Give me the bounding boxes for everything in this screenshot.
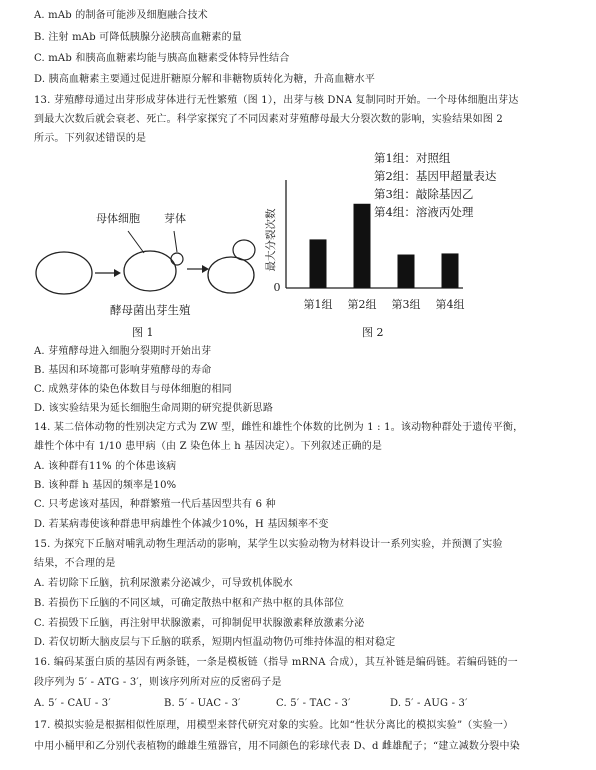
figure-1-caption: 酵母菌出芽生殖	[110, 303, 191, 317]
bar-group-4	[442, 253, 459, 288]
figure-1-budding-yeast	[32, 205, 260, 315]
bar-group-2	[354, 204, 371, 288]
question-16-line2: 段序列为 5′ - ATG - 3′，则该序列所对应的反密码子是	[34, 677, 282, 688]
x-tick-label-2: 第2组	[347, 298, 377, 311]
legend-group-3: 第3组：敲除基因乙	[374, 187, 474, 201]
question-13-line1: 13. 芽殖酵母通过出芽形成芽体进行无性繁殖（图 1），出芽与核 DNA 复制同时开始。一个母体细胞出芽达	[34, 95, 519, 106]
figure-2-label: 图 2	[362, 326, 384, 339]
option-13d: D. 该实验结果为延长细胞生命周期的研究提供新思路	[34, 403, 274, 414]
option-13b: B. 基因和环境都可影响芽殖酵母的寿命	[34, 365, 212, 376]
option-16a: A. 5′ - CAU - 3′	[34, 698, 111, 709]
y-axis-label: 最大分裂次数	[265, 208, 277, 272]
question-14-line2: 雄性个体中有 1/10 患甲病（由 Z 染色体上 h 基因决定）。下列叙述正确的是	[34, 441, 383, 452]
mother-cell-2	[124, 251, 176, 291]
question-16-line1: 16. 编码某蛋白质的基因有两条链，一条是模板链（指导 mRNA 合成），其互补链是编码链。若编码链的一	[34, 657, 518, 668]
bud-label: 芽体	[164, 212, 186, 225]
option-14d: D. 若某病毒使该种群患甲病雄性个体减少10%，H 基因频率不变	[34, 519, 329, 530]
x-tick-label-1: 第1组	[303, 298, 333, 311]
option-12b: B. 注射 mAb 可降低胰腺分泌胰高血糖素的量	[34, 32, 242, 43]
option-14a: A. 该种群有11% 的个体患该病	[34, 461, 177, 472]
question-13-line3: 所示。下列叙述错误的是	[34, 133, 147, 144]
question-13-line2: 到最大次数后就会衰老、死亡。科学家探究了不同因素对芽殖酵母最大分裂次数的影响，实验结果如图 2	[34, 114, 503, 125]
option-16d: D. 5′ - AUG - 3′	[390, 698, 468, 709]
mother-cell-3	[208, 257, 254, 293]
y-origin-label: 0	[273, 281, 281, 294]
option-14b: B. 该种群 h 基因的频率是10%	[34, 480, 177, 491]
question-17-line1: 17. 模拟实验是根据相似性原理，用模型来替代研究对象的实验。比如“性状分离比的模拟实验”（实验一）	[34, 720, 514, 731]
option-16b: B. 5′ - UAC - 3′	[164, 698, 241, 709]
option-13a: A. 芽殖酵母进入细胞分裂期时开始出芽	[34, 346, 212, 357]
bar-group-1	[310, 239, 327, 288]
option-12a: A. mAb 的制备可能涉及细胞融合技术	[34, 10, 208, 21]
option-16c: C. 5′ - TAC - 3′	[276, 698, 351, 709]
x-tick-label-3: 第3组	[391, 298, 421, 311]
bud-large	[233, 240, 255, 260]
x-tick-label-4: 第4组	[435, 298, 465, 311]
option-12c: C. mAb 和胰高血糖素均能与胰高血糖素受体特异性结合	[34, 53, 290, 64]
option-15a: A. 若切除下丘脑，抗利尿激素分泌减少，可导致机体脱水	[34, 578, 293, 589]
legend-group-4: 第4组：溶液丙处理	[374, 205, 474, 219]
option-14c: C. 只考虑该对基因，种群繁殖一代后基因型共有 6 种	[34, 499, 276, 510]
mother-cell-1	[36, 252, 92, 294]
legend-group-2: 第2组：基因甲超量表达	[374, 169, 497, 183]
option-13c: C. 成熟芽体的染色体数目与母体细胞的相同	[34, 384, 232, 395]
option-15d: D. 若仅切断大脑皮层与下丘脑的联系，短期内恒温动物仍可维持体温的相对稳定	[34, 637, 396, 648]
option-15c: C. 若损毁下丘脑，再注射甲状腺激素，可抑制促甲状腺激素释放激素分泌	[34, 618, 365, 629]
bar-group-3	[398, 255, 415, 288]
question-15-line2: 结果，不合理的是	[34, 558, 116, 569]
legend-group-1: 第1组：对照组	[374, 151, 451, 165]
option-15b: B. 若损伤下丘脑的不同区域，可确定散热中枢和产热中枢的具体部位	[34, 598, 345, 609]
figure-1-label: 图 1	[132, 326, 154, 339]
question-15-line1: 15. 为探究下丘脑对哺乳动物生理活动的影响，某学生以实验动物为材料设计一系列实验，并预测了实验	[34, 539, 503, 550]
bud-small	[171, 253, 183, 265]
option-12d: D. 胰高血糖素主要通过促进肝糖原分解和非糖物质转化为糖，升高血糖水平	[34, 74, 376, 85]
question-17-line2: 中用小桶甲和乙分别代表植物的雌雄生殖器官，用不同颜色的彩球代表 D、d 雌雄配子；“建立减数分裂中染	[34, 741, 520, 752]
mother-cell-label: 母体细胞	[96, 212, 140, 225]
question-14-line1: 14. 某二倍体动物的性别决定方式为 ZW 型，雌性和雄性个体数的比例为 1 : 1。该动物种群处于遗传平衡，	[34, 422, 524, 433]
